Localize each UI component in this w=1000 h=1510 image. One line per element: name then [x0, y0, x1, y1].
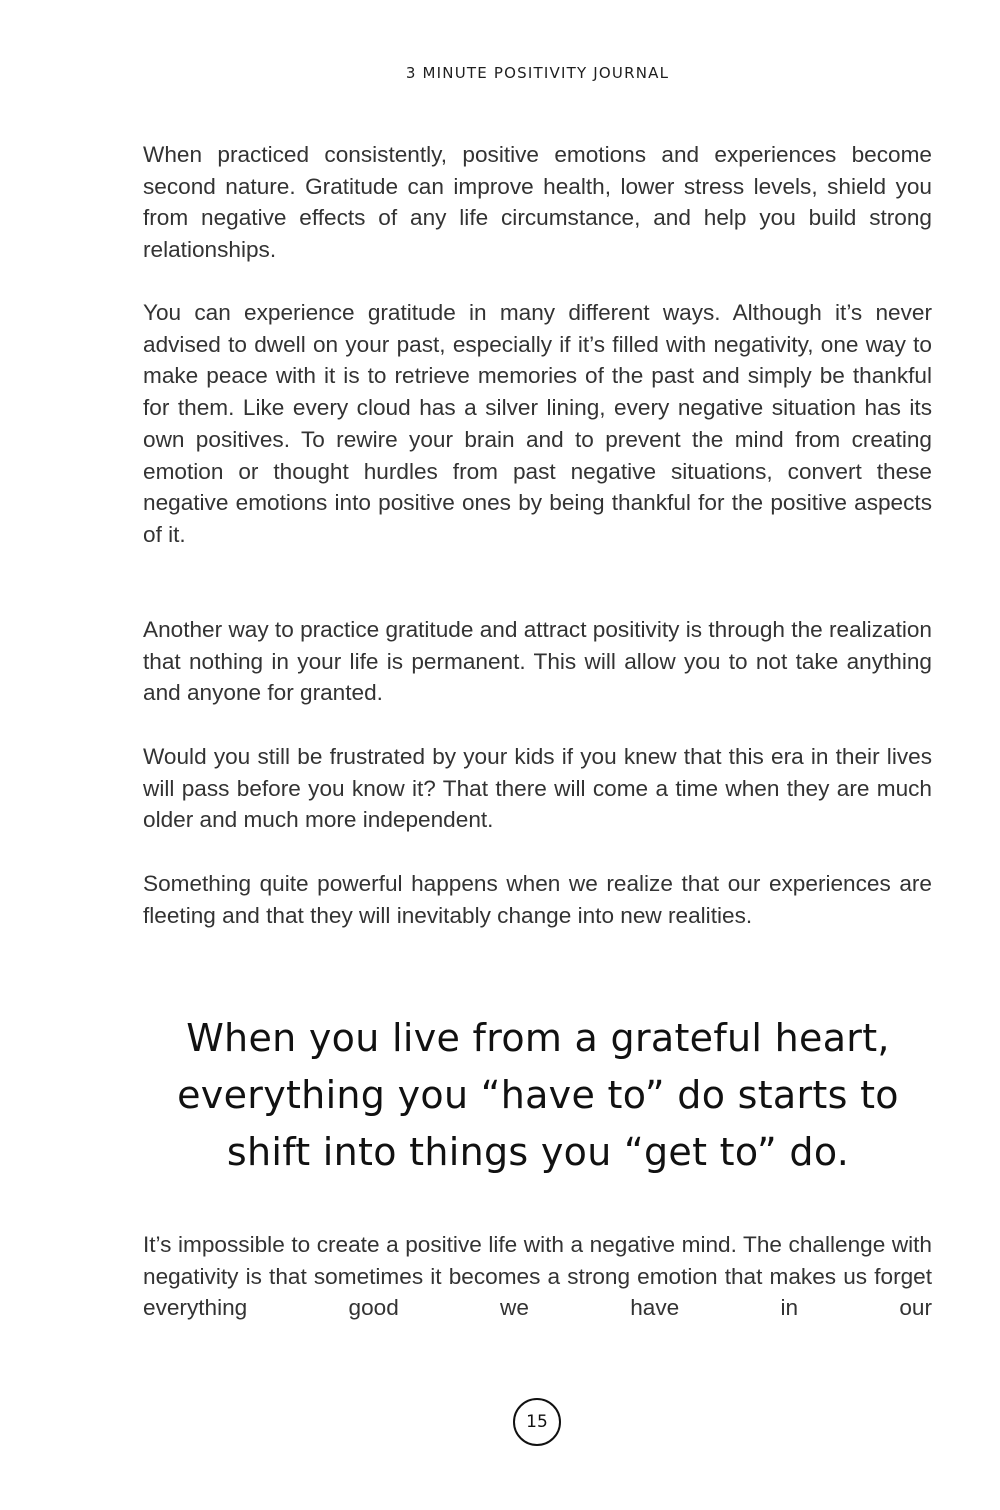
book-title: 3 MINUTE POSITIVITY JOURNAL	[405, 64, 670, 82]
body-paragraph-5	[143, 868, 932, 931]
body-paragraph-2	[143, 297, 932, 551]
running-header	[0, 64, 1000, 82]
paragraph-text: It’s impossible to create a positive life with a negative mind. The challenge with negativity is that sometimes it becomes a strong emotion that makes us forget everything good we have in our	[143, 1232, 932, 1321]
paragraph-text: Something quite powerful happens when we realize that our experiences are fleeting and that they will inevitably change into new realities.	[143, 871, 932, 928]
body-paragraph-6	[143, 1229, 932, 1324]
page-number: 15	[526, 1412, 548, 1432]
pull-quote-line-1: When you live from a grateful heart,	[186, 1016, 890, 1060]
pull-quote	[120, 1010, 956, 1181]
page-number-badge	[513, 1398, 561, 1446]
pull-quote-line-2: everything you “have to” do starts to	[177, 1073, 899, 1117]
paragraph-text: You can experience gratitude in many different ways. Although it’s never advised to dwell on your past, especially if it’s filled with negativity, one way to make peace with it is to retrieve memories of the past and simply be thankful for them. Like every cloud has a silver lining, every negative situation has its own positives. To rewire your brain and to prevent the mind from creating emotion or thought hurdles from past negative situations, convert these negative emotions into positive ones by being thankful for the positive aspects of it.	[143, 300, 932, 547]
body-paragraph-4	[143, 741, 932, 836]
paragraph-text: When practiced consistently, positive emotions and experiences become second nature. Gratitude can improve health, lower stress levels, shield you from negative effects of any life circumstance, and help you build strong relationships.	[143, 142, 932, 263]
paragraph-text: Another way to practice gratitude and attract positivity is through the realization that nothing in your life is permanent. This will allow you to not take anything and anyone for granted.	[143, 617, 932, 706]
pull-quote-line-3: shift into things you “get to” do.	[226, 1130, 850, 1174]
paragraph-text: Would you still be frustrated by your kids if you knew that this era in their lives will pass before you know it? That there will come a time when they are much older and much more independent.	[143, 744, 932, 833]
body-paragraph-1	[143, 139, 932, 266]
body-paragraph-3	[143, 614, 932, 709]
